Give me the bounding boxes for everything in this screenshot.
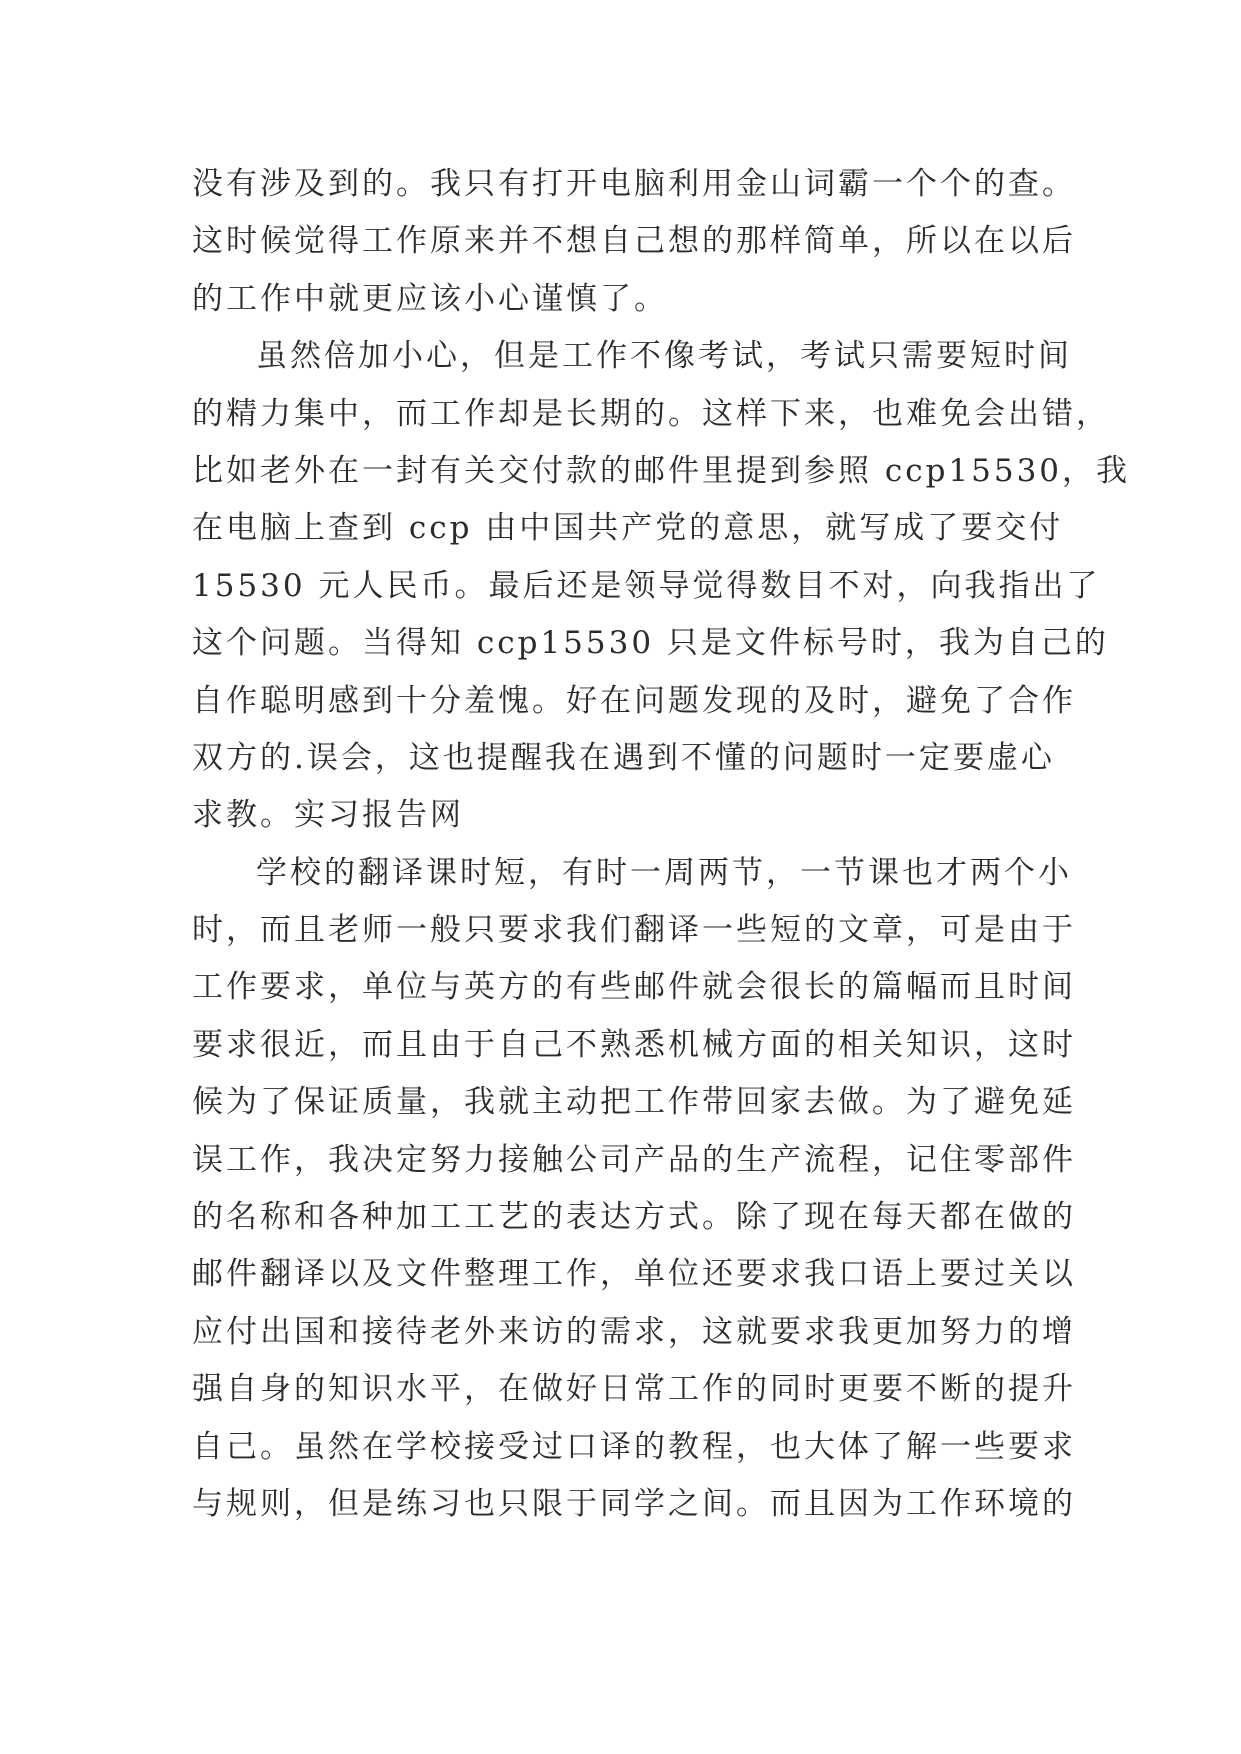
text-line: 这时候觉得工作原来并不想自己想的那样简单，所以在以后 <box>192 223 1076 260</box>
text-line: 应付出国和接待老外来访的需求，这就要求我更加努力的增 <box>192 1313 1076 1350</box>
text-line: 比如老外在一封有关交付款的邮件里提到参照 ccp15530，我 <box>192 452 1131 489</box>
text-line: 工作要求，单位与英方的有些邮件就会很长的篇幅而且时间 <box>192 969 1076 1006</box>
text-line: 虽然倍加小心，但是工作不像考试，考试只需要短时间 <box>256 338 1072 375</box>
text-line: 双方的.误会，这也提醒我在遇到不懂的问题时一定要虚心 <box>192 739 1055 776</box>
body-text <box>192 156 1131 1533</box>
text-line: 强自身的知识水平，在做好日常工作的同时更要不断的提升 <box>192 1371 1076 1408</box>
text-line: 要求很近，而且由于自己不熟悉机械方面的相关知识，这时 <box>192 1026 1076 1063</box>
text-line: 自作聪明感到十分羞愧。好在问题发现的及时，避免了合作 <box>192 682 1076 719</box>
text-line: 学校的翻译课时短，有时一周两节，一节课也才两个小 <box>256 854 1072 891</box>
text-line: 误工作，我决定努力接触公司产品的生产流程，记住零部件 <box>192 1141 1076 1178</box>
text-line: 的精力集中，而工作却是长期的。这样下来，也难免会出错， <box>192 395 1110 432</box>
text-line: 求教。实习报告网 <box>192 797 464 834</box>
text-line: 这个问题。当得知 ccp15530 只是文件标号时，我为自己的 <box>192 625 1109 662</box>
text-line: 15530 元人民币。最后还是领导觉得数目不对，向我指出了 <box>192 567 1101 604</box>
text-line: 邮件翻译以及文件整理工作，单位还要求我口语上要过关以 <box>192 1256 1076 1293</box>
text-line: 在电脑上查到 ccp 由中国共产党的意思，就写成了要交付 <box>192 510 1064 547</box>
text-line: 候为了保证质量，我就主动把工作带回家去做。为了避免延 <box>192 1084 1076 1121</box>
text-line: 时，而且老师一般只要求我们翻译一些短的文章，可是由于 <box>192 912 1076 949</box>
text-line: 与规则，但是练习也只限于同学之间。而且因为工作环境的 <box>192 1485 1076 1522</box>
text-line: 的名称和各种加工工艺的表达方式。除了现在每天都在做的 <box>192 1199 1076 1236</box>
text-line: 的工作中就更应该小心谨慎了。 <box>192 280 668 317</box>
text-line: 自己。虽然在学校接受过口译的教程，也大体了解一些要求 <box>192 1428 1076 1465</box>
text-line: 没有涉及到的。我只有打开电脑利用金山词霸一个个的查。 <box>192 166 1076 202</box>
